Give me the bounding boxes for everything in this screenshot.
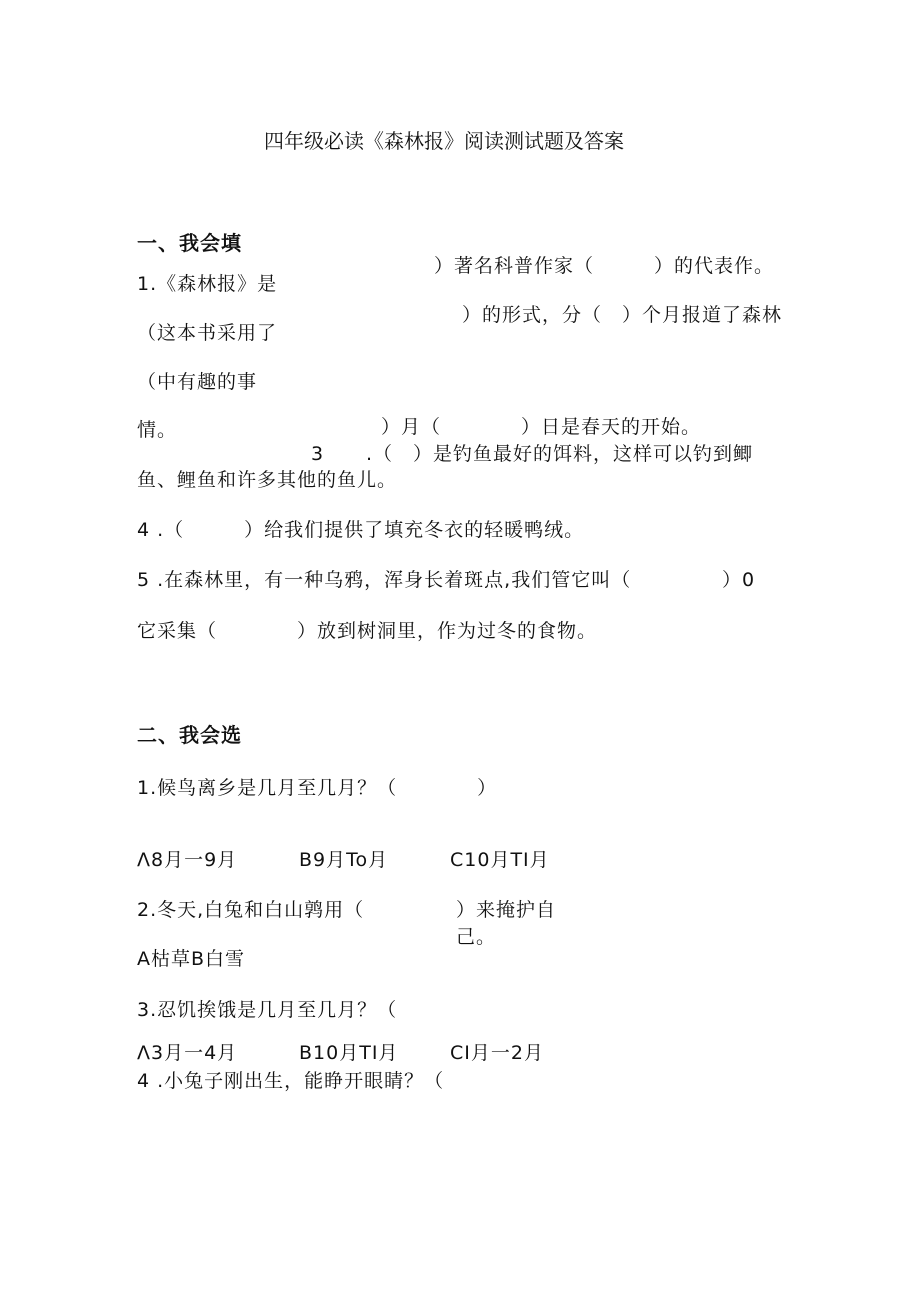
page-title: 四年级必读《森林报》阅读测试题及答案 bbox=[264, 129, 624, 153]
fill-q2-line-e: ）月（ ）日是春天的开始。 bbox=[381, 416, 702, 438]
fill-q3-line-a: .（ ）是钓鱼最好的饵料，这样可以钓到鲫 bbox=[366, 443, 754, 465]
choose-q3-option-b: B10月TI月 bbox=[299, 1042, 399, 1064]
fill-q1-line-a: ）著名科普作家（ ）的代表作。 bbox=[434, 255, 775, 277]
fill-q1-line-b: 1.《森林报》是 bbox=[137, 273, 278, 295]
choose-q1-option-c: C10月TI月 bbox=[450, 849, 550, 871]
choose-q1-option-b: B9月To月 bbox=[299, 849, 389, 871]
choose-q3-option-a: Λ3月一4月 bbox=[137, 1042, 238, 1064]
choose-q1: 1.候鸟离乡是几月至几月？（ ） bbox=[137, 777, 498, 799]
fill-q2-line-a: ）的形式，分（ ）个月报道了森林 bbox=[462, 304, 783, 326]
fill-q2-line-b: （这本书采用了 bbox=[137, 322, 278, 344]
section-heading-fill: 一、我会填 bbox=[137, 231, 242, 255]
section-heading-choose: 二、我会选 bbox=[137, 723, 242, 747]
fill-q5-line-a-end: ）0 bbox=[722, 569, 756, 591]
fill-q5-line-b: 它采集（ ）放到树洞里，作为过冬的食物。 bbox=[137, 620, 598, 642]
choose-q1-option-a: Λ8月一9月 bbox=[137, 849, 238, 871]
choose-q2-part1: 2.冬天,白兔和白山鹑用（ bbox=[137, 899, 365, 921]
choose-q2-part2: ）来掩护自 bbox=[456, 899, 557, 921]
choose-q3-option-c: CI月一2月 bbox=[450, 1042, 544, 1064]
fill-q3-line-b: 鱼、鲤鱼和许多其他的鱼儿。 bbox=[137, 469, 398, 491]
choose-q4: 4 .小兔子刚出生，能睁开眼睛？（ bbox=[137, 1070, 445, 1092]
fill-q4: 4 .（ ）给我们提供了填充冬衣的轻暖鸭绒。 bbox=[137, 519, 585, 541]
fill-q2-line-d: 情。 bbox=[137, 419, 178, 441]
fill-q3-number: 3 bbox=[311, 443, 325, 465]
choose-q3: 3.忍饥挨饿是几月至几月？（ bbox=[137, 999, 398, 1021]
fill-q2-line-c: （中有趣的事 bbox=[137, 371, 258, 393]
choose-q2-options: A枯草B白雪 bbox=[137, 948, 246, 970]
fill-q5-line-a: 5 .在森林里，有一种乌鸦，浑身长着斑点,我们管它叫（ bbox=[137, 569, 632, 591]
choose-q2-part3: 己。 bbox=[456, 926, 497, 948]
